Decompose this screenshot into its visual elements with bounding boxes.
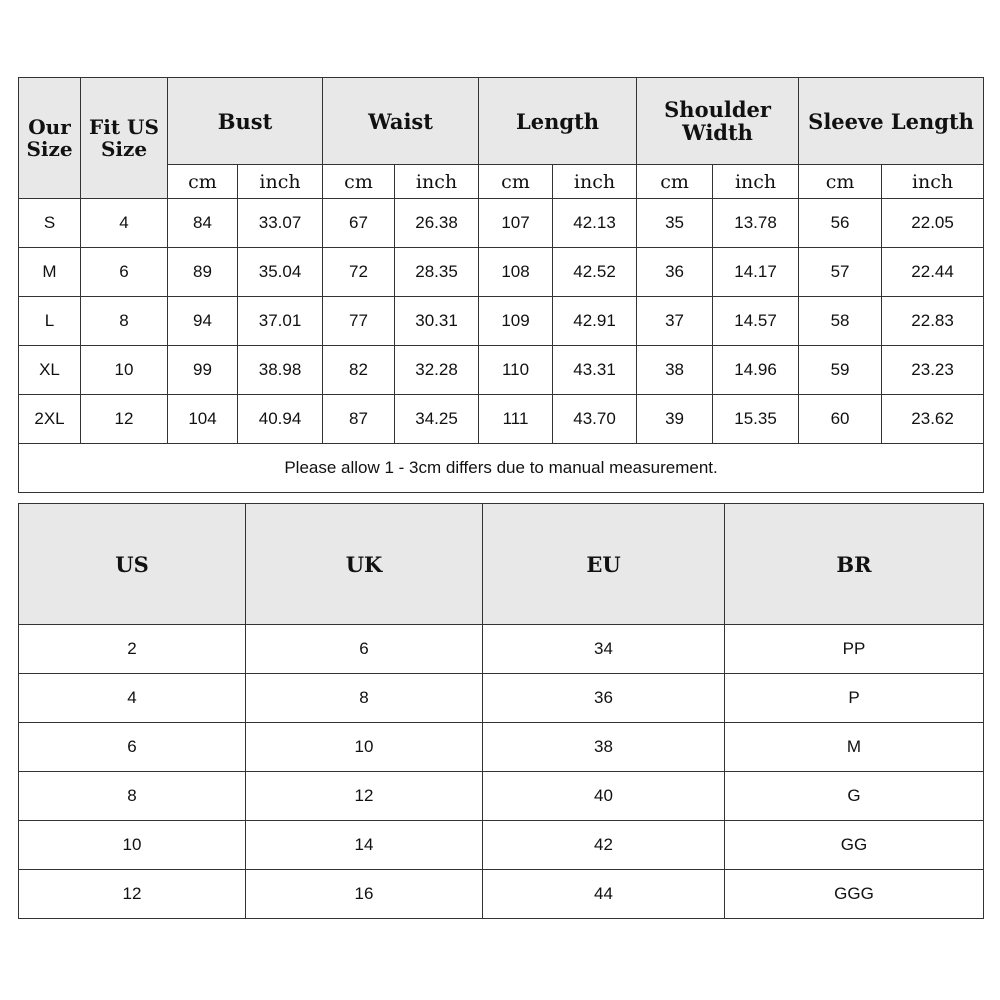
table-cell: 2 [19,625,246,674]
table-cell: 110 [479,346,553,395]
unit-inch: inch [553,165,637,199]
table-row [19,346,984,395]
table-cell: 34.25 [395,395,479,444]
table-cell: GGG [725,870,984,919]
table-cell: GG [725,821,984,870]
table-row [19,199,984,248]
table-cell: 38.98 [238,346,323,395]
table-cell: 94 [168,297,238,346]
table-row [19,297,984,346]
table-cell: 84 [168,199,238,248]
table-cell: L [19,297,81,346]
table-cell: 35.04 [238,248,323,297]
unit-inch: inch [395,165,479,199]
table-cell: 108 [479,248,553,297]
table-cell: 6 [81,248,168,297]
table-row [19,772,984,821]
table-cell: 2XL [19,395,81,444]
header-fit-us-size: Fit US Size [81,78,168,199]
table-cell: 40 [483,772,725,821]
table-cell: 12 [19,870,246,919]
table-cell: 14.17 [713,248,799,297]
table-cell: 39 [637,395,713,444]
conversion-header: BR [725,504,984,625]
table-cell: 16 [246,870,483,919]
table-cell: 32.28 [395,346,479,395]
table-cell: 37.01 [238,297,323,346]
size-conversion-table [18,503,984,919]
unit-inch: inch [882,165,984,199]
table-cell: 10 [246,723,483,772]
header-shoulder-width: Shoulder Width [637,78,799,165]
header-bust: Bust [168,78,323,165]
conversion-header-row [19,504,984,625]
table-cell: 72 [323,248,395,297]
table-row [19,248,984,297]
table-cell: 34 [483,625,725,674]
table-cell: 99 [168,346,238,395]
table-cell: P [725,674,984,723]
table-cell: PP [725,625,984,674]
table-cell: 22.44 [882,248,984,297]
table-cell: 111 [479,395,553,444]
table-cell: S [19,199,81,248]
unit-cm: cm [168,165,238,199]
conversion-header: EU [483,504,725,625]
table-cell: 10 [19,821,246,870]
table-cell: 4 [19,674,246,723]
table-cell: 82 [323,346,395,395]
table-cell: 35 [637,199,713,248]
table-cell: 30.31 [395,297,479,346]
table-cell: 6 [246,625,483,674]
table-cell: 56 [799,199,882,248]
table-cell: M [19,248,81,297]
table-cell: 22.83 [882,297,984,346]
table-cell: 42 [483,821,725,870]
size-chart-table [18,77,984,493]
table-cell: 109 [479,297,553,346]
table-cell: 10 [81,346,168,395]
table-cell: 26.38 [395,199,479,248]
table-cell: 6 [19,723,246,772]
conversion-header: UK [246,504,483,625]
header-our-size: Our Size [19,78,81,199]
unit-cm: cm [479,165,553,199]
table-cell: 40.94 [238,395,323,444]
table-cell: G [725,772,984,821]
table-row [19,625,984,674]
table-cell: 8 [246,674,483,723]
unit-cm: cm [637,165,713,199]
table-cell: 12 [81,395,168,444]
table-cell: 43.70 [553,395,637,444]
table-row [19,870,984,919]
unit-cm: cm [323,165,395,199]
table-cell: M [725,723,984,772]
conversion-header: US [19,504,246,625]
table-cell: 59 [799,346,882,395]
table-cell: 36 [483,674,725,723]
header-waist: Waist [323,78,479,165]
unit-inch: inch [713,165,799,199]
table-cell: 12 [246,772,483,821]
table-cell: 87 [323,395,395,444]
table-cell: 58 [799,297,882,346]
table-cell: 23.62 [882,395,984,444]
measurement-note: Please allow 1 - 3cm differs due to manual measurement. [19,444,984,493]
table-cell: 36 [637,248,713,297]
table-cell: 15.35 [713,395,799,444]
table-cell: 37 [637,297,713,346]
table-cell: 13.78 [713,199,799,248]
table-cell: 89 [168,248,238,297]
table-cell: 67 [323,199,395,248]
table-cell: XL [19,346,81,395]
table-cell: 8 [81,297,168,346]
table-cell: 14 [246,821,483,870]
table-cell: 38 [637,346,713,395]
table-cell: 42.52 [553,248,637,297]
table-cell: 77 [323,297,395,346]
table-cell: 4 [81,199,168,248]
table-cell: 60 [799,395,882,444]
table-cell: 22.05 [882,199,984,248]
table-cell: 57 [799,248,882,297]
table-cell: 14.57 [713,297,799,346]
table-cell: 104 [168,395,238,444]
table-cell: 33.07 [238,199,323,248]
unit-cm: cm [799,165,882,199]
table-row [19,821,984,870]
table-cell: 38 [483,723,725,772]
header-sleeve-length: Sleeve Length [799,78,984,165]
table-cell: 8 [19,772,246,821]
table-cell: 43.31 [553,346,637,395]
table-cell: 14.96 [713,346,799,395]
table-cell: 28.35 [395,248,479,297]
table-cell: 23.23 [882,346,984,395]
table-cell: 107 [479,199,553,248]
unit-inch: inch [238,165,323,199]
table-row [19,723,984,772]
table-row [19,674,984,723]
header-length: Length [479,78,637,165]
table-row [19,395,984,444]
table-cell: 42.91 [553,297,637,346]
table-cell: 44 [483,870,725,919]
table-cell: 42.13 [553,199,637,248]
